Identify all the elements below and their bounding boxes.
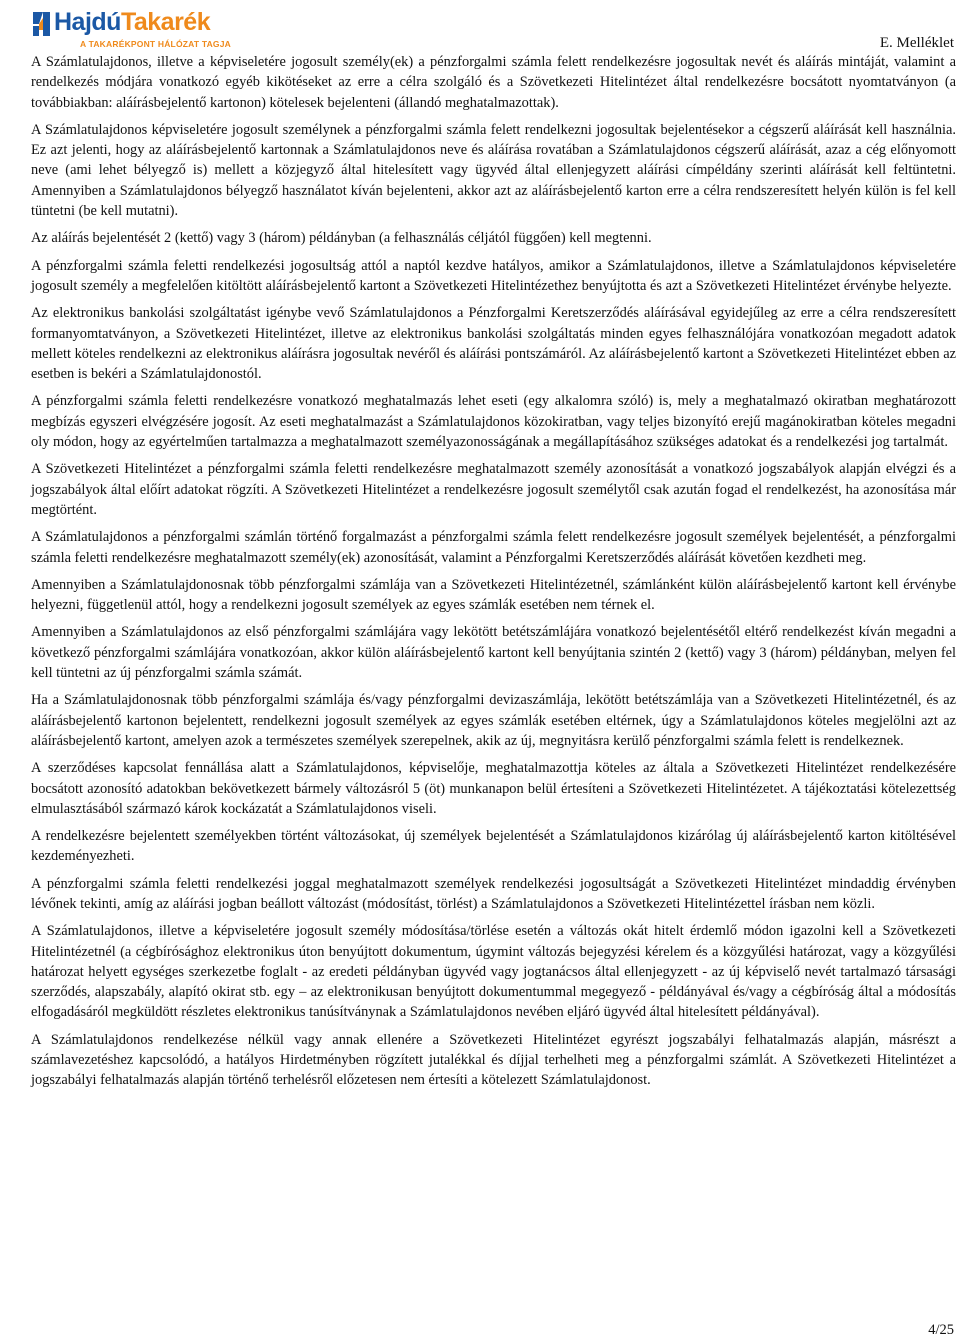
paragraph: Amennyiben a Számlatulajdonosnak több pénzforgalmi számlája van a Szövetkezeti Hitelintézetnél, számlánként külön aláírásbejelentő kartont kell érvénybe helyezni, függetlenül attól, hogy a rendelkezni jogosult személyek az egyes számlák esetében nem térnek el.	[31, 576, 956, 614]
paragraph: A pénzforgalmi számla feletti rendelkezési joggal meghatalmazott személyek rendelkezési jogosultságát a Szövetkezeti Hitelintézet mindaddig érvényben lévőnek tekinti, amíg az aláírási jogban beállott változást (módosítást, törlést) a Számlatulajdonos a Szövetkezeti Hitelintézettel írásban nem közli.	[31, 875, 956, 912]
paragraph: A Számlatulajdonos a pénzforgalmi számlán történő forgalmazást a pénzforgalmi számla felett rendelkezésre jogosult személyek bejelentését, a pénzforgalmi számla feletti rendelkezésre meghatalmazott személy(ek) azonosítását, valamint a Pénzforgalmi Keretszerződés aláírását követően kezdheti meg.	[31, 529, 956, 566]
paragraph: Az aláírás bejelentését 2 (kettő) vagy 3 (három) példányban (a felhasználás céljától függően) kell megtenni.	[31, 230, 652, 247]
annex-label: E. Melléklet	[879, 35, 954, 51]
logo-wordmark	[54, 8, 210, 37]
page-number: 4/25	[928, 1322, 954, 1338]
paragraph: A rendelkezésre bejelentett személyekben történt változásokat, új személyek bejelentését a Számlatulajdonos kizárólag új aláírásbejelentő karton kitöltésével kezdeményezheti.	[31, 828, 956, 865]
logo-mark-icon	[30, 10, 52, 38]
paragraph: Ha a Számlatulajdonosnak több pénzforgalmi számlája és/vagy pénzforgalmi devizaszámlája, lekötött betétszámlája van a Szövetkezeti Hitelintézetnél, és az aláírásbejelentő kartonon bejelentett, rendelkezni jogosult személyek az egyes számlák esetében eltérnek, úgy a Számlatulajdonos köteles megjelölni azt az aláírásbejelentő kartont, amelyen azok a természetes személyek szerepelnek, akik az új, megnyitásra kerülő pénzforgalmi számla felett is rendelkeznek.	[31, 692, 956, 749]
paragraph: A Számlatulajdonos, illetve a képviseletére jogosult személy módosítása/törlése esetén a változás okát hitelt érdemlő módon igazolni kell a Szövetkezeti Hitelintézetnél (a cégbírósághoz elektronikus úton benyújtott dokumentum, úgymint változás bejegyzési kérelem és a közgyűlési határozat, vagy a közgyűlési határozat helyett egységes szerkezetbe foglalt - az eredeti példányban ügyvéd vagy jogtanácsos által ellenjegyzett - az új képviselő nevét tartalmazó társasági szerződés, alapszabály, alapító okirat stb. egy – az elektronikusan benyújtott dokumentummal megegyező - példányával és/vagy a cégbíróság által a módosítás elfogadásáról megküldött részletes elektronikus tanúsítványnak a Számlatulajdonos nevében eljáró ügyvéd által hitelesített példányával).	[31, 923, 956, 1021]
logo-name-part1: Hajdú	[54, 8, 121, 36]
paragraph: Az elektronikus bankolási szolgáltatást igénybe vevő Számlatulajdonos a Pénzforgalmi Keretszerződés aláírásával egyidejűleg az erre a célra rendszeresített formanyomtatványon, a Szövetkezeti Hitelintézet, illetve az elektronikus bankolási szolgáltatás minden egyes felhasználójára vonatkozóan megadott adatok mellett köteles rendelkezni az elektronikus aláírásra jogosultak nevéről és aláírási pontszámáról. Az aláírásbejelentő kartont a Szövetkezeti Hitelintézet ebben az esetben is bekéri a Számlatulajdonostól.	[31, 305, 956, 383]
logo-name-part2: Takarék	[120, 8, 211, 36]
document-body	[31, 52, 956, 1098]
paragraph: Amennyiben a Számlatulajdonos az első pénzforgalmi számlájára vagy lekötött betétszámlájára vonatkozó bejelentésétől eltérő rendelkezést kíván megadni a következő pénzforgalmi számlájára vonatkozóan, akkor külön aláírásbejelentő kartont kell benyújtania szintén 2 (kettő) vagy 3 (három) példányban, melyen fel kell tüntetni az új pénzforgalmi számla számát.	[31, 624, 956, 682]
paragraph: A Számlatulajdonos képviseletére jogosult személynek a pénzforgalmi számla felett rendelkezni jogosultak bejelentésekor a cégszerű aláírását kell használnia. Ez azt jelenti, hogy az aláírásbejelentő kartonnak a Számlatulajdonos neve és aláírása rovatában a Számlatulajdonos cégszerű aláírását, azaz a cég előnyomott neve (ami lehet bélyegző is) mellett a közjegyző által hitelesített vagy ügyvéd által ellenjegyzett aláírási címpéldány szerinti aláírását kell feltüntetni. Amennyiben a Számlatulajdonos bélyegző használatot kíván bejelenteni, akkor azt az aláírásbejelentő karton erre a célra rendszeresített helyén külön is fel kell tüntetni (be kell mutatni).	[31, 121, 956, 220]
paragraph: A Számlatulajdonos, illetve a képviseletére jogosult személy(ek) a pénzforgalmi számla felett rendelkezésre jogosultak nevét és aláírás mintáját, valamint a rendelkezés módjára vonatkozó egyéb kikötéseket az erre a célra szolgáló és a Szövetkezeti Hitelintézet által rendelkezésre bocsátott nyomtatványon (a továbbiakban: aláírásbejelentő kartonon) kötelesek bejelenteni (állandó meghatalmazottak).	[31, 54, 956, 111]
bank-logo	[30, 6, 231, 50]
paragraph: A szerződéses kapcsolat fennállása alatt a Számlatulajdonos, képviselője, meghatalmazottja köteles az általa a Szövetkezeti Hitelintézet rendelkezésére bocsátott azonosító adatokban bekövetkezett bármely változásról 5 (öt) munkanapon belül értesíteni a Szövetkezeti Hitelintézetet. A tájékoztatási kötelezettség elmulasztásából származó károk kockázatát a Számlatulajdonos viseli.	[31, 760, 956, 817]
paragraph: A pénzforgalmi számla feletti rendelkezési jogosultság attól a naptól kezdve hatályos, amikor a Számlatulajdonos, illetve a Számlatulajdonos képviseletére jogosult személy a megfelelően kitöltött aláírásbejelentő kartont a Szövetkezeti Hitelintézethez benyújtotta és azt a Szövetkezeti Hitelintézet érvénybe helyezte.	[31, 257, 956, 294]
paragraph: A Szövetkezeti Hitelintézet a pénzforgalmi számla feletti rendelkezésre meghatalmazott személy azonosítását a vonatkozó jogszabályok alapján elvégzi és a jogszabályok által előírt adatokat rögzíti. A Szövetkezeti Hitelintézet a rendelkezésre jogosult személytől csak azután fogad el rendelkezést, ha azonosítása már megtörtént.	[31, 461, 956, 518]
paragraph: A Számlatulajdonos rendelkezése nélkül vagy annak ellenére a Szövetkezeti Hitelintézet egyrészt jogszabályi felhatalmazás alapján, másrészt a számlavezetéshez kapcsolódó, a hatályos Hirdetményben rögzített jutalékkal és díjjal terhelheti meg a pénzforgalmi számlát. A Szövetkezeti Hitelintézet a jogszabályi felhatalmazás alapján történő terhelésről előzetesen nem értesíti a kötelezett Számlatulajdonost.	[31, 1031, 956, 1089]
paragraph: A pénzforgalmi számla feletti rendelkezésre vonatkozó meghatalmazás lehet eseti (egy alkalomra szóló) is, mely a meghatalmazó okiratban meghatározott megbízás egyszeri elvégzésére jogosít. Az eseti meghatalmazást a Számlatulajdonos közokiratban, vagy teljes bizonyító erejű magánokiratban köteles megadni oly módon, hogy az egyértelműen tartalmazza a meghatalmazott személyazonosságának a megállapításához szükséges adatokat és a rendelkezési jog tartalmát.	[31, 393, 956, 451]
logo-tagline: A TAKARÉKPONT HÁLÓZAT TAGJA	[80, 39, 231, 49]
